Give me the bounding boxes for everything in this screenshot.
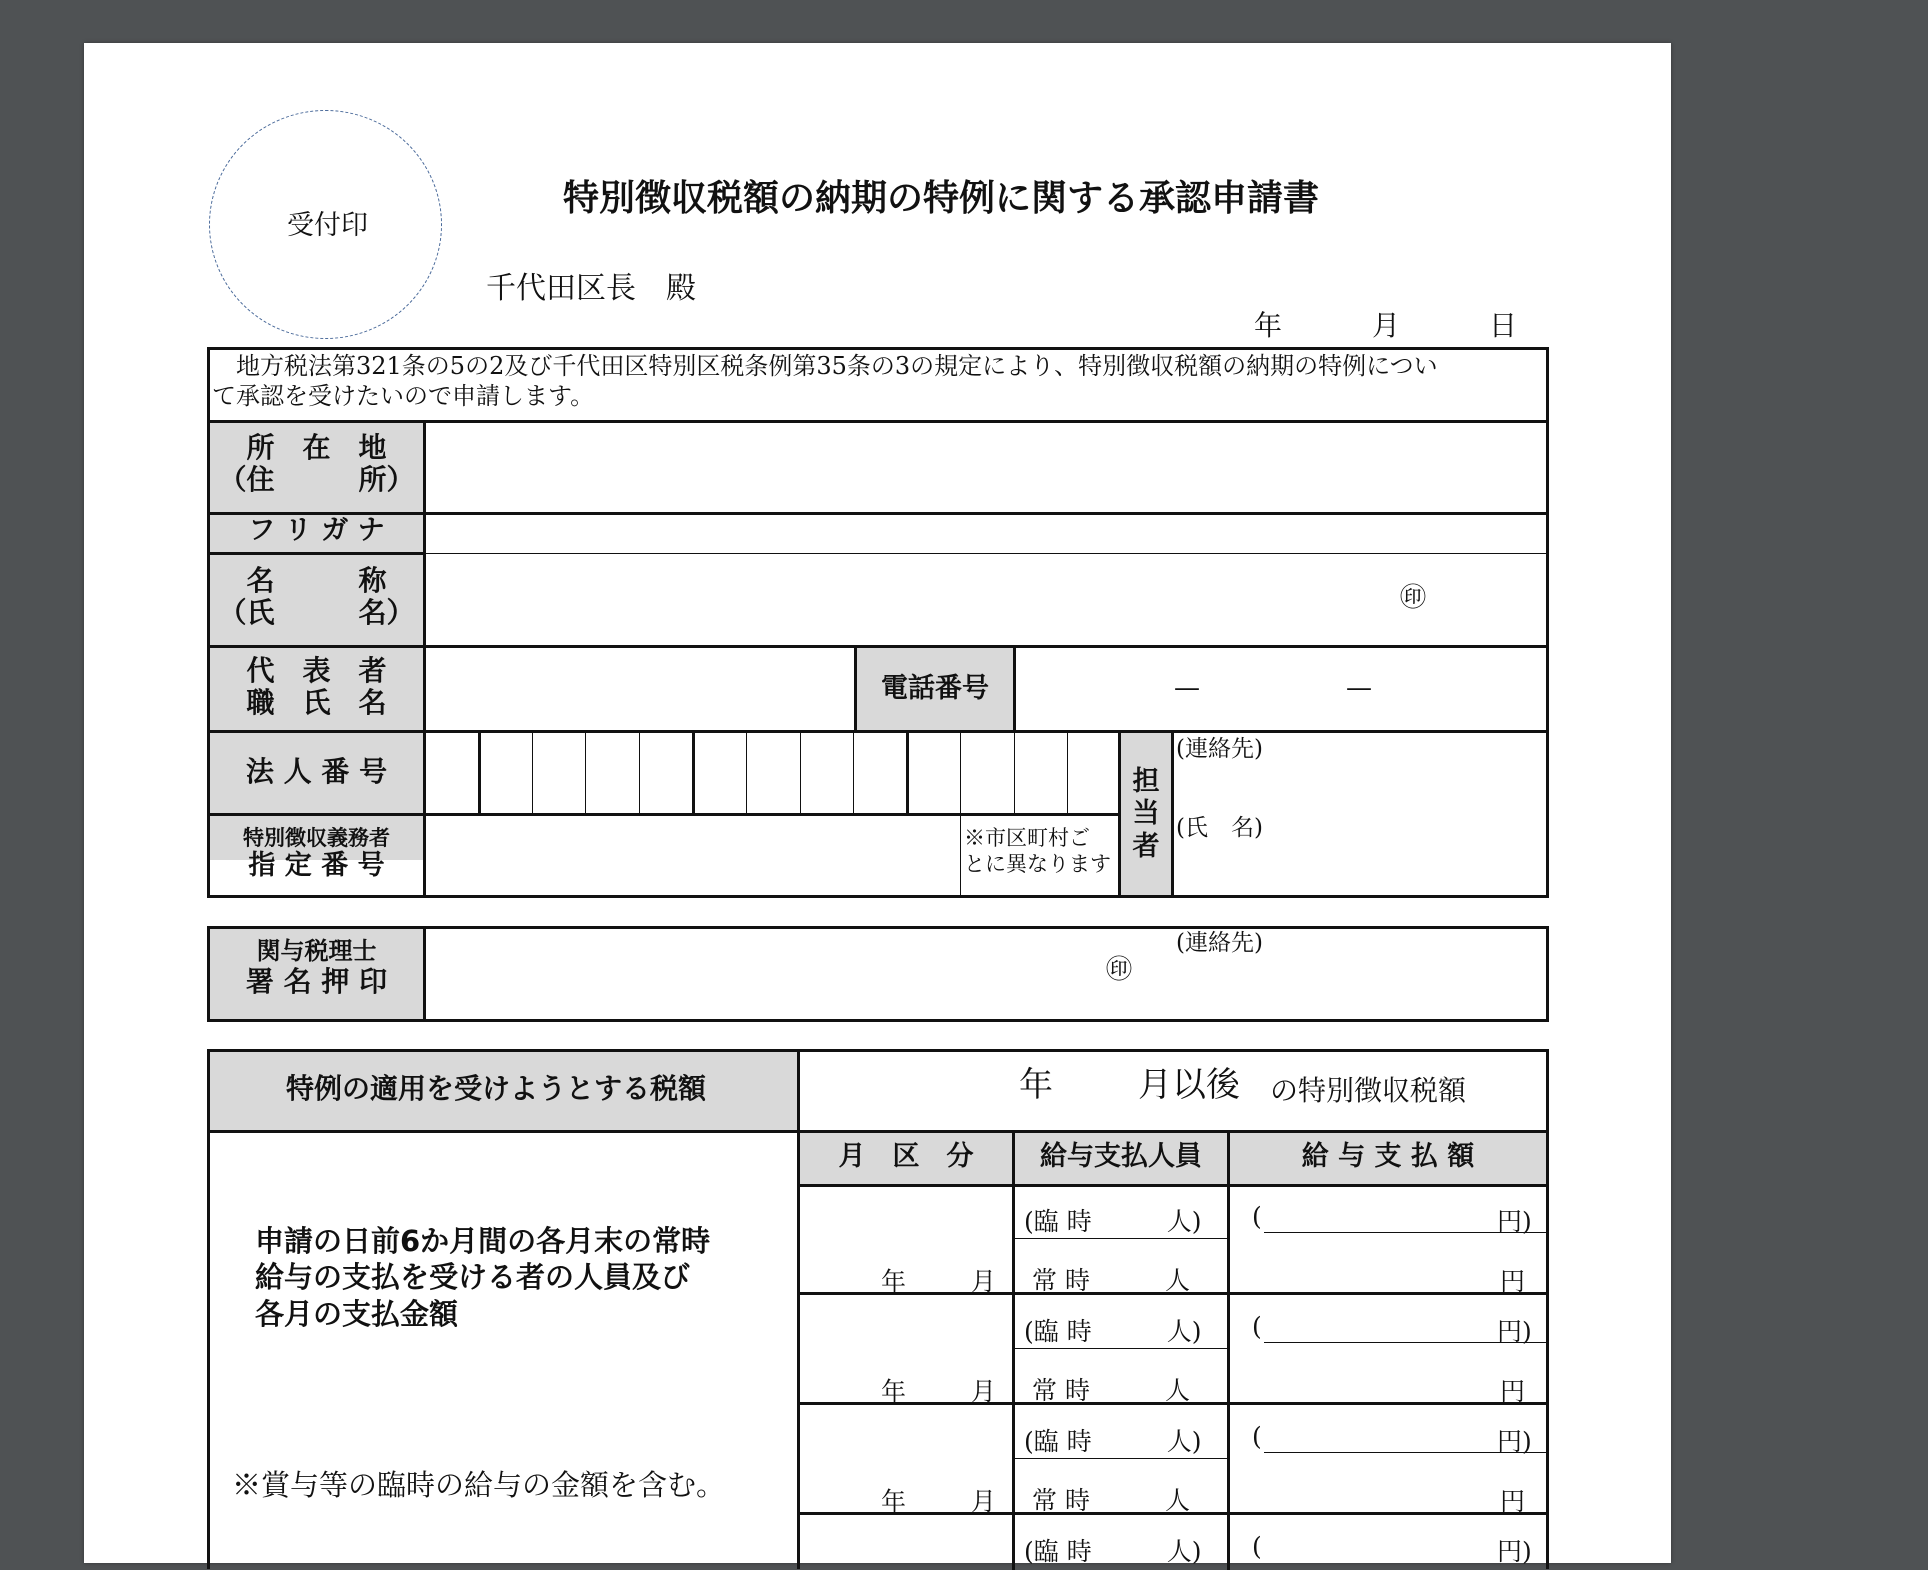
header-suffix: の特別徴収税額 [1270, 1074, 1467, 1107]
name-label: 名 称 （氏 名） [218, 564, 415, 630]
date-month: 月 [1372, 309, 1401, 342]
row3-year: 年 [881, 1487, 907, 1516]
addressee: 千代田区長 殿 [486, 271, 696, 306]
row4-amount-close: 円) [1497, 1537, 1532, 1566]
col-month-header: 月 区 分 [838, 1141, 974, 1172]
col-persons-header: 給与支払人員 [1040, 1141, 1202, 1172]
row3-amount-close: 円) [1497, 1427, 1532, 1456]
intro-line-1: 地方税法第321条の5の2及び千代田区特別区税条例第35条の3の規定により、特別徴収税額の納期の特例につい [212, 352, 1438, 380]
row3-month: 月 [971, 1487, 997, 1516]
phone-dash-2: — [1346, 673, 1372, 703]
bonus-note: ※賞与等の臨時の給与の金額を含む。 [232, 1468, 726, 1502]
row2-temp-persons: (臨 時 人) [1024, 1317, 1202, 1346]
obligor-number-label: 特別徴収義務者 指 定 番 号 [243, 826, 390, 882]
header-year: 年 [1019, 1065, 1053, 1105]
row3-regular-persons: 常 時 人 [1032, 1486, 1190, 1515]
contact-label: (連絡先) [1176, 736, 1263, 762]
row1-regular-persons: 常 時 人 [1032, 1266, 1190, 1295]
row4-temp-persons: (臨 時 人) [1024, 1537, 1202, 1566]
location-label: 所 在 地 （住 所） [218, 431, 415, 497]
row3-amount-open: ( [1252, 1422, 1262, 1451]
col-amount-header: 給 与 支 払 額 [1301, 1141, 1475, 1172]
furigana-label: フ リ ガ ナ [248, 515, 385, 546]
corporate-number-label: 法 人 番 号 [245, 755, 388, 788]
date-day: 日 [1489, 309, 1518, 342]
date-year: 年 [1254, 309, 1283, 342]
row3-temp-persons: (臨 時 人) [1024, 1427, 1202, 1456]
tax-accountant-seal-mark: ㊞ [1106, 955, 1133, 985]
row4-amount-open: ( [1252, 1532, 1262, 1561]
row2-amount-open: ( [1252, 1312, 1262, 1341]
row1-month: 月 [971, 1267, 997, 1296]
row1-year: 年 [881, 1267, 907, 1296]
obligor-note: ※市区町村ご とに異なります [964, 826, 1111, 877]
row2-month: 月 [971, 1377, 997, 1406]
contact-person-label: 担 当 者 [1132, 766, 1160, 862]
form-title: 特別徴収税額の納期の特例に関する承認申請書 [563, 178, 1320, 219]
tax-description: 申請の日前6か月間の各月末の常時 給与の支払を受ける者の人員及び 各月の支払金額 [255, 1224, 711, 1331]
reception-stamp-label: 受付印 [287, 210, 368, 241]
row1-amount-open: ( [1252, 1202, 1262, 1231]
tax-accountant-contact-label: (連絡先) [1176, 930, 1263, 956]
row2-regular-persons: 常 時 人 [1032, 1376, 1190, 1405]
row3-amount-yen: 円 [1500, 1487, 1526, 1516]
contact-name-label: (氏 名) [1176, 815, 1263, 841]
tax-section-header: 特例の適用を受けようとする税額 [286, 1072, 707, 1105]
form-page [84, 43, 1671, 1566]
header-month: 月以後 [1138, 1065, 1240, 1105]
name-seal-mark: ㊞ [1400, 583, 1427, 613]
row2-amount-yen: 円 [1500, 1377, 1526, 1406]
row1-temp-persons: (臨 時 人) [1024, 1207, 1202, 1236]
row2-amount-close: 円) [1497, 1317, 1532, 1346]
row1-amount-yen: 円 [1500, 1267, 1526, 1296]
intro-line-2: て承認を受けたいので申請します。 [212, 382, 595, 410]
phone-label: 電話番号 [881, 673, 989, 704]
row2-year: 年 [881, 1377, 907, 1406]
representative-label: 代 表 者 職 氏 名 [246, 654, 387, 720]
tax-accountant-label: 関与税理士 署 名 押 印 [245, 937, 388, 998]
row1-amount-close: 円) [1497, 1207, 1532, 1236]
phone-dash-1: — [1174, 673, 1200, 703]
